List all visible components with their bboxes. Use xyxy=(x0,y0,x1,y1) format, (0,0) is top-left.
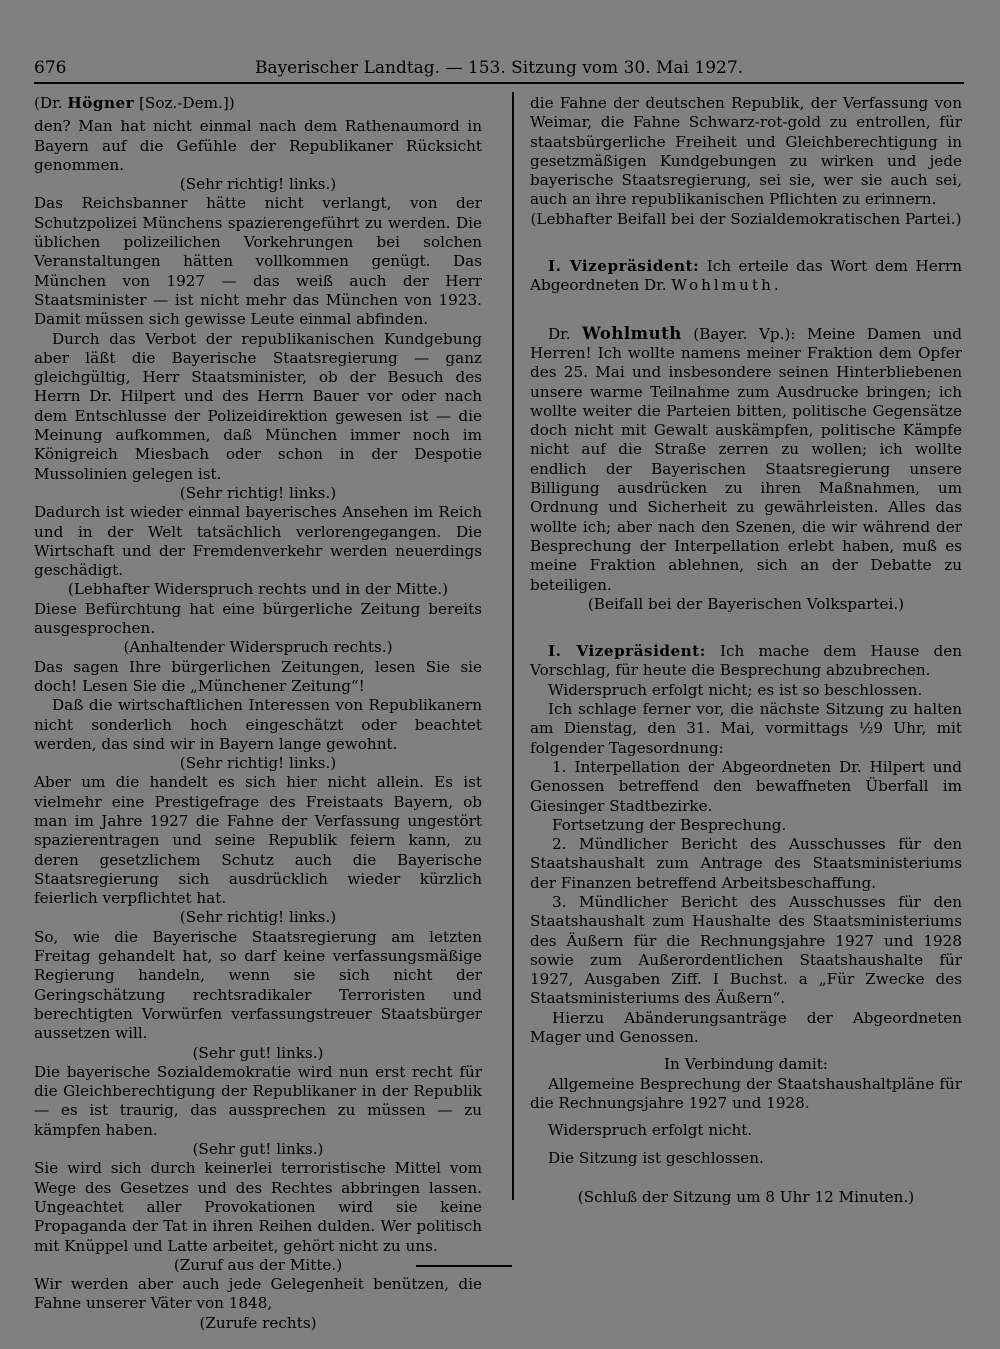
speech-paragraph: Durch das Verbot der republikanischen Kundgebung aber läßt die Bayerische Staatsregierung — ganz gleichgültig, Herr Staatsminister, ob der Besuch des Herrn Dr. Hilpert und des Herrn Bauer vor oder nach dem Entschlusse der Polizeidirektion gewesen ist — die Meinung aufkommen, daß München immer noch im Königreich Miesbach oder schon in der Despotie Mussolinien gelegen ist. xyxy=(34,329,482,483)
speech-paragraph: den? Man hat nicht einmal nach dem Rathenaumord in Bayern auf die Gefühle der Republikaner Rücksicht genommen. xyxy=(34,117,482,174)
interjection: (Sehr gut! links.) xyxy=(192,1140,324,1159)
vice-president-statement xyxy=(530,257,962,296)
interjection: (Zuruf aus der Mitte.) xyxy=(173,1255,343,1274)
speaker-party: [Soz.-Dem.]) xyxy=(139,94,235,112)
statement-text: Ich erteile das Wort dem Herrn Abgeordneten Dr. xyxy=(530,257,962,295)
speech-paragraph: Wir werden aber auch jede Gelegenheit benützen, die Fahne unserer Väter von 1848, xyxy=(34,1275,482,1313)
speech-paragraph: Dadurch ist wieder einmal bayerisches Ansehen im Reich und in der Welt tatsächlich verlorengegangen. Die Wirtschaft und der Fremdenverkehr werden neuerdings geschädigt. xyxy=(34,503,482,580)
agenda-list xyxy=(530,758,962,1047)
speaker-label: I. Vizepräsident: xyxy=(548,642,706,661)
interjection: (Sehr richtig! links.) xyxy=(179,754,337,773)
speech-paragraph: Daß die wirtschaftlichen Interessen von Republikanern nicht sonderlich hoch eingeschätzt oder beachtet werden, das sind wir in Bayern lange gewohnt. xyxy=(34,696,482,753)
left-speech xyxy=(34,117,482,1333)
speaker-name: Högner xyxy=(67,94,135,112)
agenda-proposal: Ich schlage ferner vor, die nächste Sitzung zu halten am Dienstag, den 31. Mai, vormittags ½9 Uhr, mit folgender Tagesordnung: xyxy=(530,700,962,757)
interjection: (Zurufe rechts) xyxy=(199,1313,317,1332)
speech-paragraph: Die bayerische Sozialdemokratie wird nun erst recht für die Gleichberechtigung der Republikaner in der Republik — es ist traurig, das aussprechen zu müssen — zu kämpfen haben. xyxy=(34,1062,482,1139)
left-column xyxy=(34,94,482,1333)
page-header xyxy=(34,56,964,84)
interjection: (Sehr richtig! links.) xyxy=(179,175,337,194)
interjection: (Anhaltender Widerspruch rechts.) xyxy=(123,638,393,657)
wohlmuth-speech xyxy=(530,324,962,595)
column-divider xyxy=(512,92,514,1200)
speech-paragraph: So, wie die Bayerische Staatsregierung am letzten Freitag gehandelt hat, so darf keine verfassungsmäßige Regierung handeln, wenn sie sich nicht der Geringschätzung rechtsradikaler Terroristen und berechtigten Vorwürfen verfassungstreuer Staatsbürger aussetzen will. xyxy=(34,927,482,1043)
agenda-item: 1. Interpellation der Abgeordneten Dr. Hilpert und Genossen betreffend den bewaffneten Überfall im Giesinger Stadtbezirke. xyxy=(530,757,962,815)
speech-paragraph: Aber um die handelt es sich hier nicht allein. Es ist vielmehr eine Prestigefrage des Freistaats Bayern, ob man im Jahre 1927 die Fahne der Verfassung ungestört spazierentragen und seine Republik feiern kann, zu deren gesetzlichem Schutz auch die Bayerische Staatsregierung sich ausdrücklich wieder kürzlich feierlich verpflichtet hat. xyxy=(34,773,482,908)
speaker-heading xyxy=(34,94,482,113)
general-debate-item: Allgemeine Besprechung der Staatshaushaltpläne für die Rechnungsjahre 1927 und 1928. xyxy=(530,1074,962,1112)
interjection: (Lebhafter Widerspruch rechts und in der Mitte.) xyxy=(67,580,449,599)
decision-text: Widerspruch erfolgt nicht. xyxy=(548,1121,753,1140)
speaker-label: I. Vizepräsident: xyxy=(548,257,700,276)
right-column xyxy=(530,94,962,1207)
footer-rule xyxy=(416,1265,512,1267)
agenda-item: Fortsetzung der Besprechung. xyxy=(552,815,787,834)
speech-paragraph: Diese Befürchtung hat eine bürgerliche Zeitung bereits ausgesprochen. xyxy=(34,599,482,638)
page-number: 676 xyxy=(34,58,67,78)
speech-paragraph: Das Reichsbanner hätte nicht verlangt, von der Schutzpolizei Münchens spazierengeführt zu werden. Die üblichen polizeilichen Vorkehrungen bei solchen Veranstaltungen hätten vollkommen genügt. Das München von 1927 — das weiß auch der Herr Staatsminister — ist nicht mehr das München von 1923. Damit müssen sich gewisse Leute einmal abfinden. xyxy=(34,194,482,329)
vice-president-statement xyxy=(530,642,962,681)
interjection: (Lebhafter Beifall bei der Sozialdemokratischen Partei.) xyxy=(530,209,962,228)
agenda-item: 2. Mündlicher Bericht des Ausschusses für den Staatshaushalt zum Antrage des Staatsministeriums der Finanzen betreffend Arbeitsbeschaffung. xyxy=(530,835,962,892)
interjection: (Beifall bei der Bayerischen Volkspartei.) xyxy=(587,594,905,613)
interjection: (Sehr gut! links.) xyxy=(192,1043,324,1062)
decision-text: Widerspruch erfolgt nicht; es ist so beschlossen. xyxy=(548,680,923,699)
speaker-name: Wohlmuth xyxy=(582,323,682,343)
statement-text: Ich mache dem Hause den Vorschlag, für heute die Besprechung abzubrechen. xyxy=(530,642,963,680)
interjection: (Sehr richtig! links.) xyxy=(179,483,337,502)
speech-text: (Bayer. Vp.): Meine Damen und Herren! Ich wollte namens meiner Fraktion dem Opfer des 25. Mai und insbesondere seinen Hinterbliebenen unsere warme Teilnahme zum Ausdrucke bringen; ich wollte weiter die Parteien bitten, politische Gegensätze doch nicht mit Gewalt auskämpfen, politische Kämpfe nicht auf die Straße zerren zu wollen; ich wollte endlich der Bayerischen Staatsregierung unsere Billigung ausdrücken zu ihren Maßnahmen, um Ordnung und Sicherheit zu gewährleisten. Alles das wollte ich; aber nach den Szenen, die wir während der Besprechung der Interpellation erlebt haben, muß es meine Fraktion ablehnen, sich an der Debatte zu beteiligen. xyxy=(530,324,963,594)
session-closed: Die Sitzung ist geschlossen. xyxy=(548,1148,764,1167)
speech-paragraph: Das sagen Ihre bürgerlichen Zeitungen, lesen Sie sie doch! Lesen Sie die „Münchener Zeitung“! xyxy=(34,657,482,695)
speech-paragraph: Sie wird sich durch keinerlei terroristische Mittel vom Wege des Gesetzes und des Rechtes abbringen lassen. Ungeachtet aller Provokationen wird sie keine Propaganda der Tat in ihren Reihen dulden. Wer politisch mit Knüppel und Latte arbeitet, gehört nicht zu uns. xyxy=(34,1159,482,1255)
running-title: Bayerischer Landtag. — 153. Sitzung vom 30. Mai 1927. xyxy=(254,58,744,78)
speech-continuation: die Fahne der deutschen Republik, der Verfassung von Weimar, die Fahne Schwarz-rot-gold zu entrollen, für staatsbürgerliche Freiheit und Gleichberechtigung in gesetzmäßigen Kundgebungen zu wirken und jede bayerische Staatsregierung, sei sie, wer sie auch sei, auch an ihre republikanischen Pflichten zu erinnern. xyxy=(530,94,962,209)
speaker-reference: Wohlmuth. xyxy=(671,276,782,295)
speaker-prefix: Dr. xyxy=(548,324,571,343)
session-end-note: (Schluß der Sitzung um 8 Uhr 12 Minuten.) xyxy=(577,1187,915,1206)
agenda-item: Hierzu Abänderungsanträge der Abgeordneten Mager und Genossen. xyxy=(530,1008,962,1047)
interjection: (Sehr richtig! links.) xyxy=(179,908,337,927)
speaker-prefix: (Dr. xyxy=(34,94,63,112)
agenda-item: 3. Mündlicher Bericht des Ausschusses für den Staatshaushalt zum Haushalte des Staatsministeriums des Äußern für die Rechnungsjahre 1927 und 1928 sowie zum Außerordentlichen Staatshaushalte für 1927, Ausgaben Ziff. I Buchst. a „Für Zwecke des Staatsministeriums des Äußern“. xyxy=(530,892,962,1008)
section-label: In Verbindung damit: xyxy=(664,1055,828,1074)
